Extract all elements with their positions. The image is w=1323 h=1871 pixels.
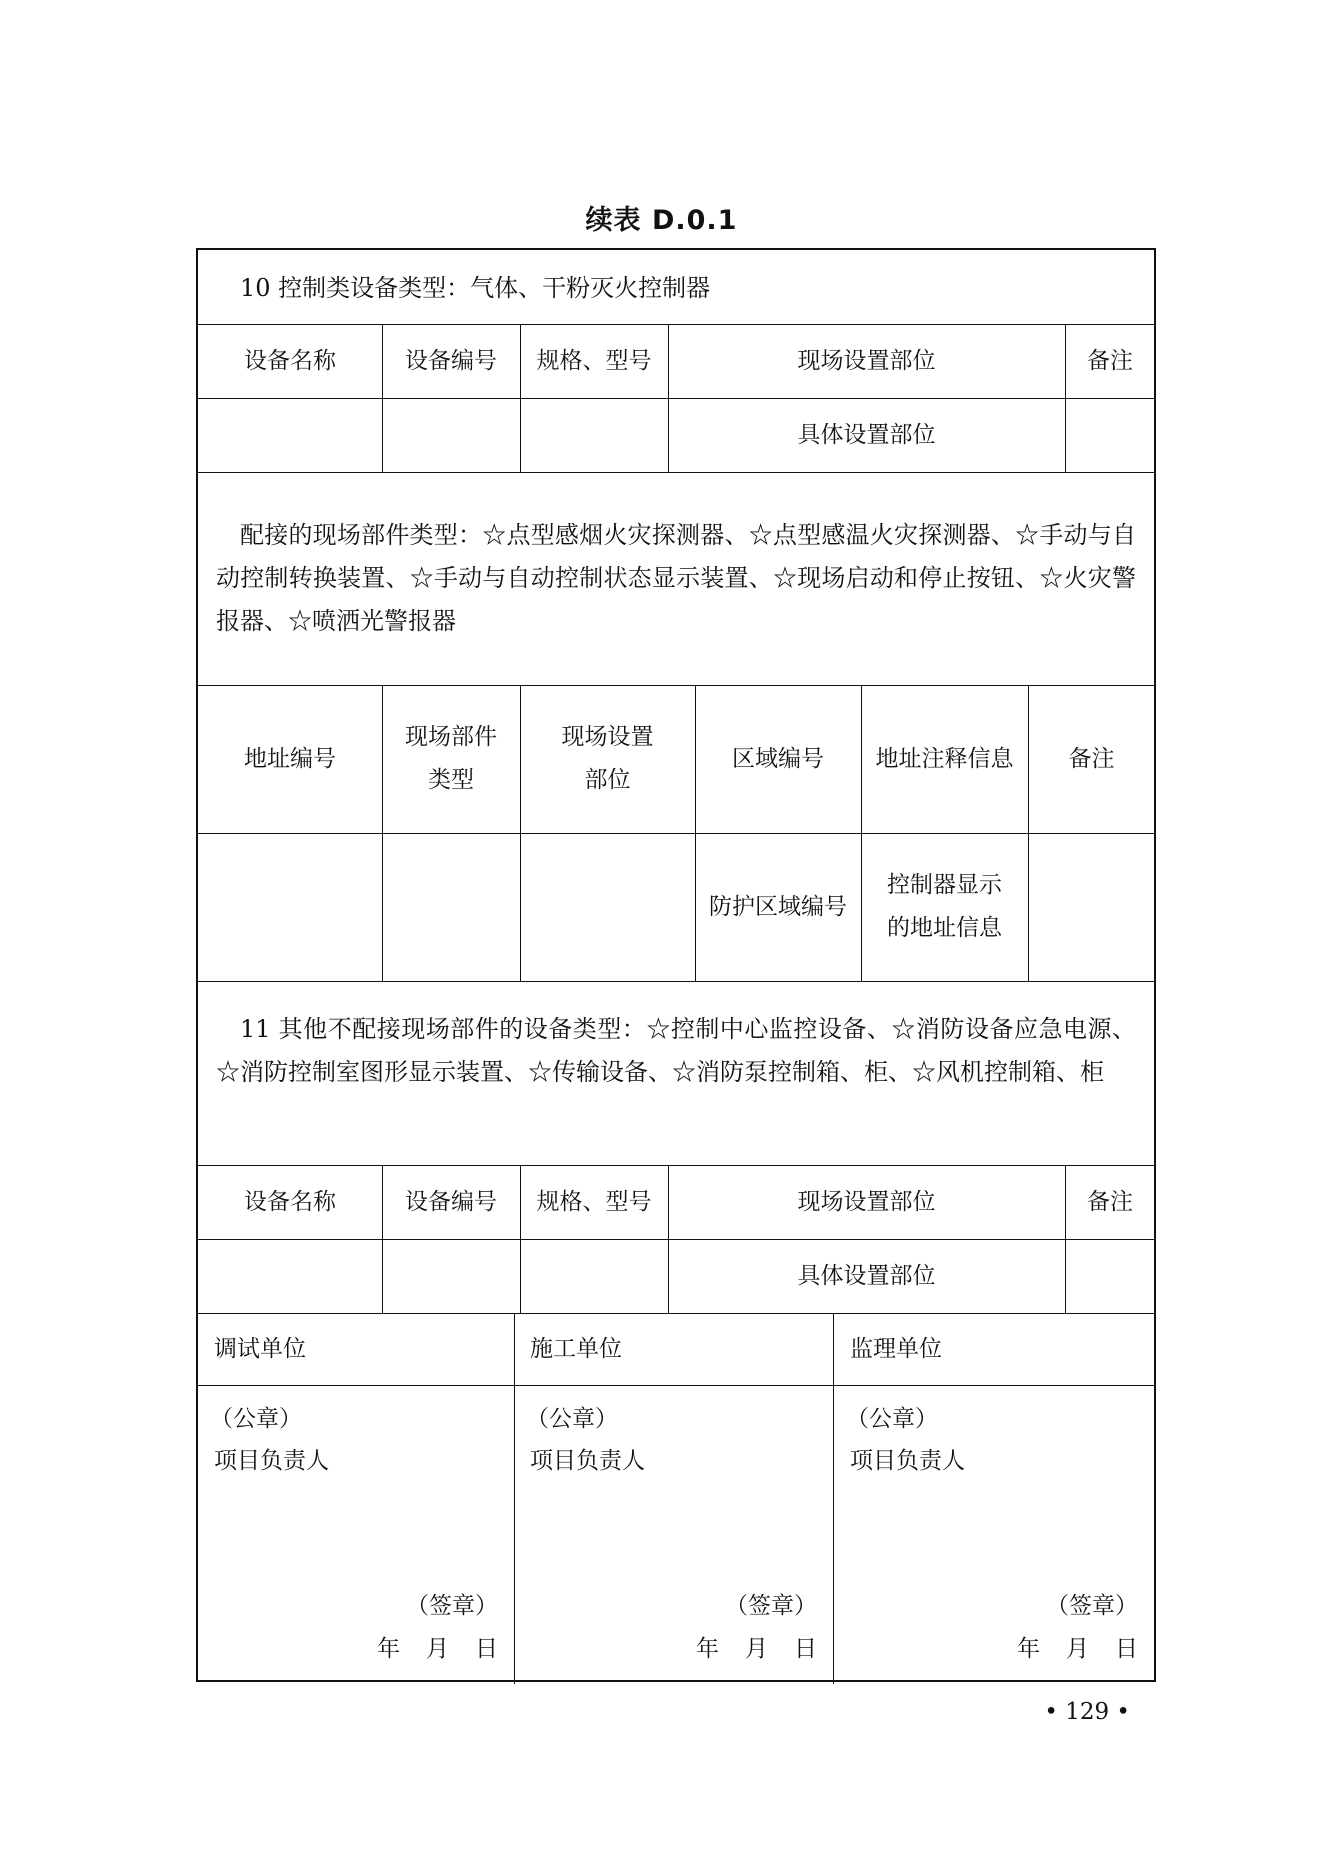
header-remark: 备注	[1068, 746, 1115, 772]
date-line: 年 月 日	[377, 1636, 498, 1662]
project-leader-label: 项目负责人	[850, 1448, 965, 1474]
page-number: • 129 •	[1044, 1699, 1130, 1725]
commissioning-unit-label: 调试单位	[214, 1336, 306, 1362]
header-component-type: 现场部件 类型	[405, 724, 497, 793]
header-zone-number: 区域编号	[732, 746, 824, 772]
header-address-number: 地址编号	[244, 746, 336, 772]
project-leader-label: 项目负责人	[530, 1448, 645, 1474]
official-seal-label: （公章）	[526, 1406, 618, 1432]
page-title: 续表 D.0.1	[585, 205, 738, 236]
divider	[198, 833, 1155, 834]
header-device-name: 设备名称	[244, 348, 336, 374]
header-remark: 备注	[1087, 348, 1133, 374]
signature-seal-label: （签章）	[406, 1593, 498, 1619]
divider	[198, 981, 1155, 982]
header-address-note: 地址注释信息	[875, 746, 1014, 772]
date-line: 年 月 日	[1017, 1636, 1138, 1662]
official-seal-label: （公章）	[846, 1406, 938, 1432]
section11-text: 11 其他不配接现场部件的设备类型：☆控制中心监控设备、☆消防设备应急电源、☆消防控制室图形显示装置、☆传输设备、☆消防泵控制箱、柜、☆风机控制箱、柜	[216, 1015, 1136, 1086]
sub-location-label: 具体设置部位	[797, 422, 936, 448]
form-table	[196, 248, 1156, 1682]
section10-title: 10 控制类设备类型：气体、干粉灭火控制器	[240, 274, 711, 302]
header-remark: 备注	[1087, 1189, 1133, 1215]
divider	[1065, 398, 1155, 399]
divider	[198, 1239, 1155, 1240]
header-device-number: 设备编号	[405, 348, 497, 374]
header-spec-model: 规格、型号	[536, 1189, 652, 1215]
header-device-number: 设备编号	[405, 1189, 497, 1215]
divider	[198, 472, 1155, 473]
divider	[198, 1313, 1155, 1314]
divider	[198, 324, 1155, 325]
header-site-location: 现场设置部位	[797, 1189, 936, 1215]
header-device-name: 设备名称	[244, 1189, 336, 1215]
component-types-text: 配接的现场部件类型：☆点型感烟火灾探测器、☆点型感温火灾探测器、☆手动与自动控制转换装置、☆手动与自动控制状态显示装置、☆现场启动和停止按钮、☆火灾警报器、☆喷洒光警报器	[216, 521, 1136, 635]
sub-location-label: 具体设置部位	[797, 1263, 936, 1289]
divider	[198, 398, 668, 399]
controller-display-address-label: 控制器显示 的地址信息	[887, 872, 1002, 941]
divider	[198, 1385, 1155, 1386]
signature-seal-label: （签章）	[725, 1593, 817, 1619]
divider	[198, 1165, 1155, 1166]
supervision-unit-label: 监理单位	[850, 1336, 942, 1362]
header-site-location: 现场设置部位	[797, 348, 936, 374]
header-component-location: 现场设置 部位	[561, 724, 654, 793]
header-spec-model: 规格、型号	[536, 348, 652, 374]
construction-unit-label: 施工单位	[530, 1336, 622, 1362]
signature-seal-label: （签章）	[1046, 1593, 1138, 1619]
date-line: 年 月 日	[696, 1636, 817, 1662]
divider	[668, 398, 1065, 399]
official-seal-label: （公章）	[210, 1406, 302, 1432]
protection-zone-number-label: 防护区域编号	[709, 894, 847, 920]
project-leader-label: 项目负责人	[214, 1448, 329, 1474]
divider	[198, 685, 1155, 686]
